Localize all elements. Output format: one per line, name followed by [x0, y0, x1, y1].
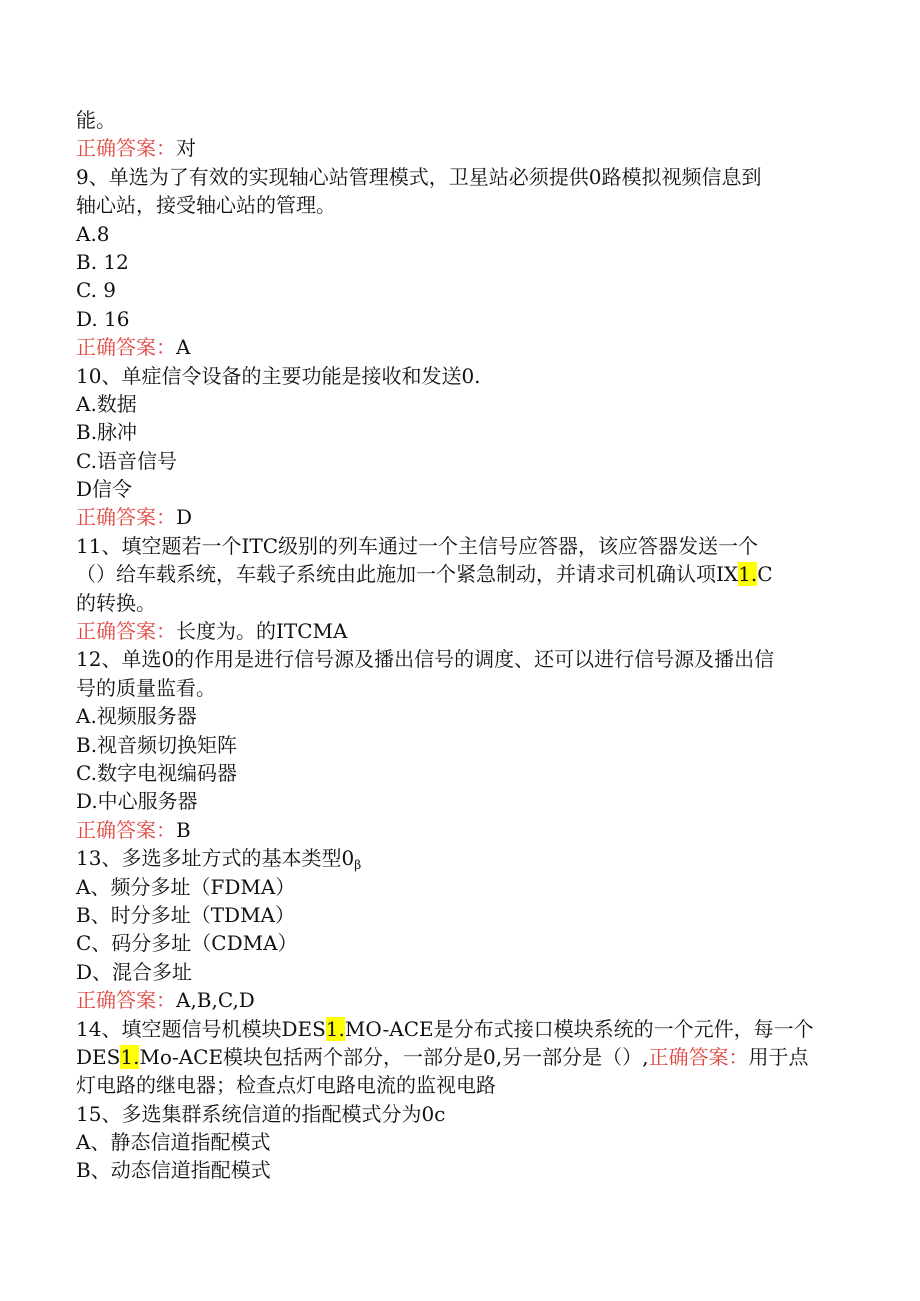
line-text: D信令: [76, 477, 133, 502]
line-text: D. 16: [76, 306, 130, 331]
text-line: [76, 475, 856, 503]
text-line: [76, 901, 856, 929]
document-page: [76, 106, 856, 1185]
text-line: [76, 958, 856, 986]
text-line: [76, 418, 856, 446]
text-line: [76, 106, 856, 134]
text-line: [76, 560, 856, 588]
text-line: [76, 645, 856, 673]
text-line: [76, 1100, 856, 1128]
highlighted-text: 1.: [325, 1016, 345, 1041]
answer-line: [76, 816, 856, 844]
line-text: 11、填空题若一个ITC级别的列车通过一个主信号应答器，该应答器发送一个: [76, 533, 758, 558]
line-text: B.脉冲: [76, 420, 138, 445]
text-line: [76, 276, 856, 304]
answer-label: 正确答案：: [76, 136, 176, 161]
line-text: 15、多选集群系统信道的指配模式分为0c: [76, 1101, 446, 1126]
highlighted-text: 1.: [120, 1044, 140, 1069]
line-text: 13、多选多址方式的基本类型0: [76, 846, 355, 871]
text-line: [76, 1015, 856, 1043]
subscript-mark: β: [354, 858, 362, 873]
line-text: D.中心服务器: [76, 789, 198, 814]
line-text: C: [757, 562, 773, 587]
line-text: B. 12: [76, 249, 129, 274]
text-line: [76, 447, 856, 475]
highlighted-text: 1.: [738, 562, 758, 587]
line-text: 的转换。: [76, 590, 156, 615]
text-line: [76, 1156, 856, 1184]
text-line: [76, 220, 856, 248]
line-text: 长度为。的ITCMA: [176, 619, 348, 644]
line-text: A、频分多址（FDMA）: [76, 874, 296, 899]
line-text: 号的质量监看。: [76, 675, 216, 700]
line-text: （）给车载系统，车载子系统由此施加一个紧急制动，并请求司机确认项IX: [76, 562, 739, 587]
line-text: C、码分多址（CDMA）: [76, 931, 298, 956]
line-text: 能。: [76, 108, 116, 132]
answer-label: 正确答案：: [76, 817, 176, 842]
line-text: A.视频服务器: [76, 704, 197, 729]
text-line: [76, 248, 856, 276]
answer-line: [76, 617, 856, 645]
line-text: 10、单症信令设备的主要功能是接收和发送0.: [76, 363, 481, 388]
answer-label: 正确答案：: [76, 988, 176, 1013]
line-text: MO-ACE是分布式接口模块系统的一个元件，每一个: [344, 1016, 814, 1041]
text-line: [76, 1071, 856, 1099]
text-line: [76, 532, 856, 560]
answer-line: [76, 134, 856, 162]
line-text: 14、填空题信号机模块DES: [76, 1016, 326, 1041]
line-text: D: [176, 505, 193, 530]
line-text: 9、单选为了有效的实现轴心站管理模式，卫星站必须提供0路模拟视频信息到: [76, 164, 762, 189]
text-line: [76, 589, 856, 617]
line-text: B、时分多址（TDMA）: [76, 902, 295, 927]
text-line: [76, 390, 856, 418]
line-text: Mo-ACE模块包括两个部分，一部分是0,另一部分是（）,: [139, 1044, 649, 1069]
line-text: C.数字电视编码器: [76, 760, 237, 785]
line-text: D、混合多址: [76, 959, 193, 984]
line-text: A.数据: [76, 391, 137, 416]
line-text: A,B,C,D: [176, 988, 255, 1013]
line-text: DES: [76, 1044, 121, 1069]
line-text: C. 9: [76, 278, 117, 303]
answer-line: [76, 333, 856, 361]
line-text: B: [176, 817, 191, 842]
answer-label: 正确答案：: [76, 335, 176, 360]
text-line: [76, 305, 856, 333]
line-text: A.8: [76, 221, 110, 246]
line-text: 对: [176, 136, 196, 161]
text-line: [76, 362, 856, 390]
line-text: 12、单选0的作用是进行信号源及播出信号的调度、还可以进行信号源及播出信: [76, 647, 775, 672]
answer-label: 正确答案：: [76, 505, 176, 530]
answer-line: [76, 503, 856, 531]
text-line: [76, 929, 856, 957]
text-line: [76, 759, 856, 787]
text-line: [76, 731, 856, 759]
text-line: [76, 873, 856, 901]
line-text: B.视音频切换矩阵: [76, 732, 238, 757]
text-line: [76, 191, 856, 219]
text-line: [76, 1128, 856, 1156]
text-line: [76, 163, 856, 191]
answer-line: [76, 986, 856, 1014]
line-text: A: [176, 335, 191, 360]
line-text: 用于点: [748, 1044, 809, 1069]
line-text: 轴心站，接受轴心站的管理。: [76, 193, 336, 218]
answer-label: 正确答案：: [648, 1044, 749, 1069]
text-line: [76, 674, 856, 702]
line-text: 灯电路的继电器；检查点灯电路电流的监视电路: [76, 1073, 496, 1098]
line-text: C.语音信号: [76, 448, 177, 473]
text-line: [76, 787, 856, 815]
line-text: B、动态信道指配模式: [76, 1158, 271, 1183]
text-line: [76, 1043, 856, 1071]
answer-label: 正确答案：: [76, 619, 176, 644]
text-line: [76, 702, 856, 730]
line-text: A、静态信道指配模式: [76, 1130, 271, 1155]
text-line: [76, 844, 856, 872]
